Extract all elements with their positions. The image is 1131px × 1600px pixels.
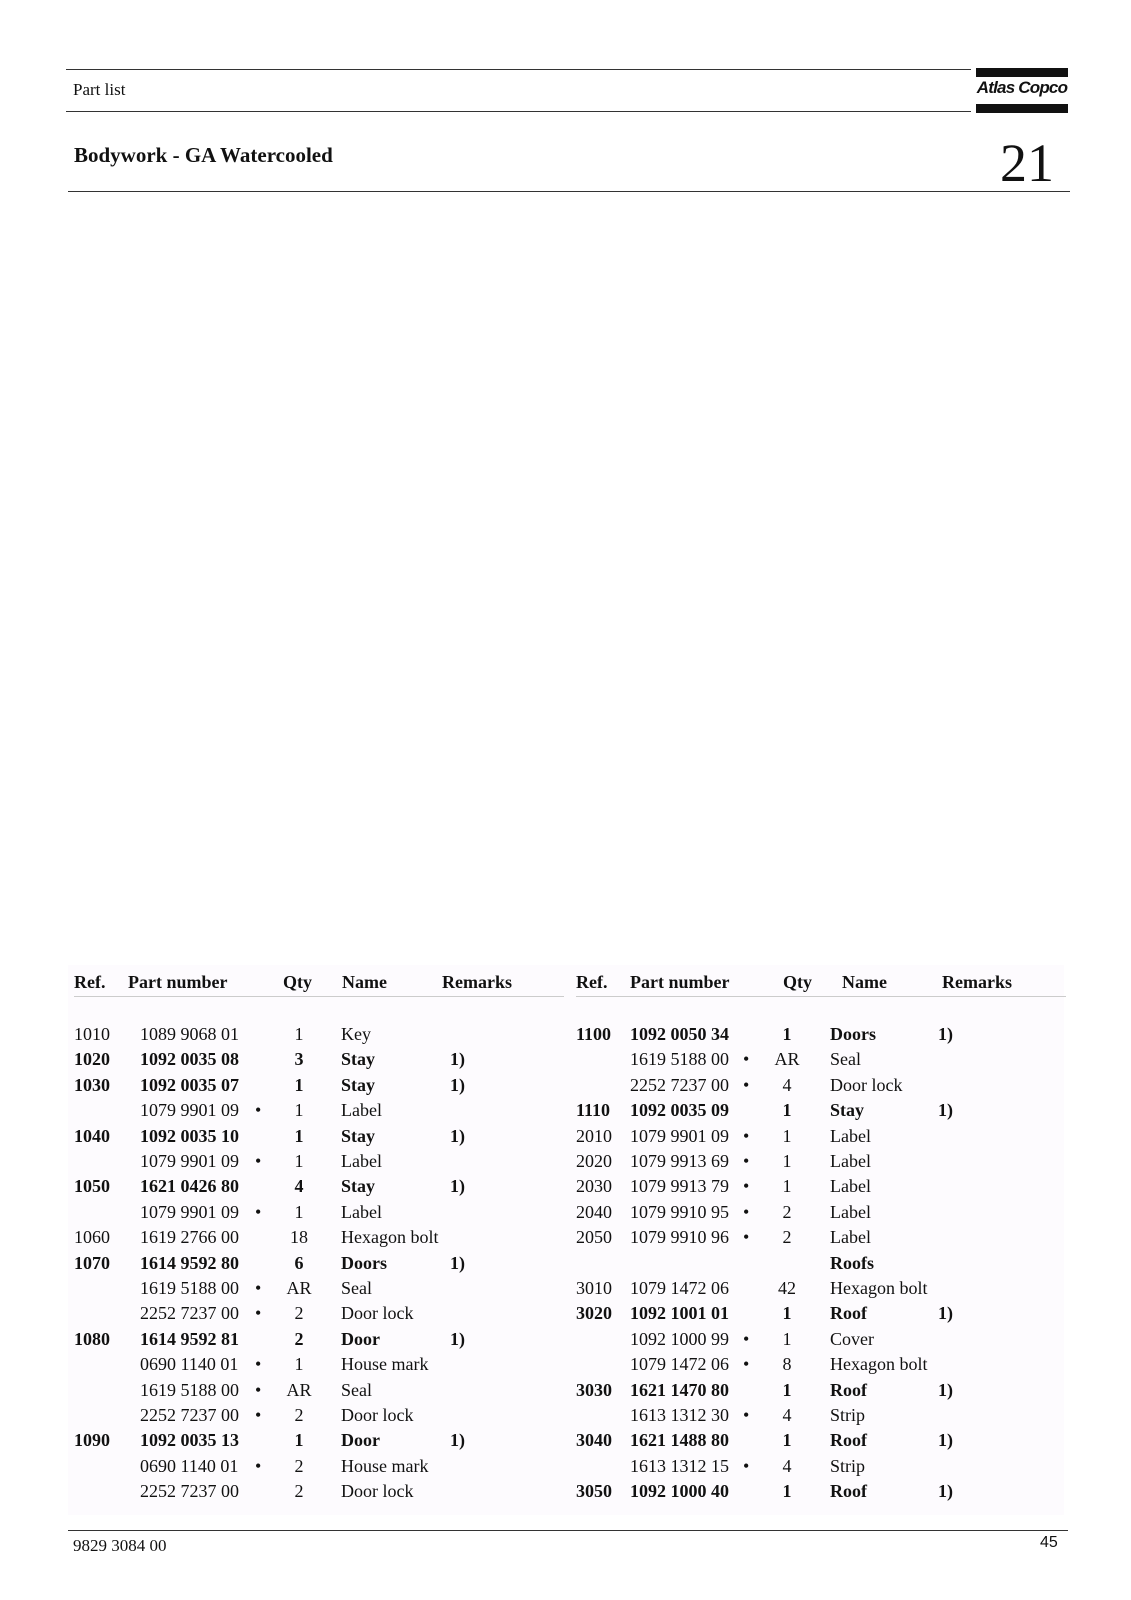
qty-cell: 4 [782, 1074, 792, 1095]
qty-cell: 1 [294, 1430, 304, 1451]
ref-cell: 3020 [576, 1303, 612, 1324]
table-row [74, 1329, 564, 1354]
table-row [576, 1151, 1066, 1176]
part-number-cell: 1079 9910 96 [630, 1227, 729, 1248]
qty-cell: 1 [782, 1430, 792, 1451]
qty-cell: 2 [782, 1227, 792, 1248]
name-cell: Stay [341, 1074, 376, 1095]
part-number-cell: 1079 9901 09 [140, 1100, 239, 1121]
ref-cell: 3050 [576, 1481, 612, 1502]
qty-cell: 1 [782, 1379, 792, 1400]
logo-text: Atlas Copco [976, 78, 1068, 97]
part-number-cell: 1621 1470 80 [630, 1379, 729, 1400]
bullet-cell: • [743, 1405, 750, 1425]
ref-cell: 2020 [576, 1151, 612, 1171]
table-row [576, 1303, 1066, 1328]
remarks-cell: 1) [450, 1049, 465, 1070]
qty-cell: 1 [294, 1100, 304, 1121]
qty-cell: AR [286, 1379, 312, 1400]
part-number-cell: 1614 9592 81 [140, 1328, 239, 1349]
header-name: Name [842, 972, 887, 992]
header-underline [576, 996, 1066, 997]
table-row [576, 1176, 1066, 1201]
ref-cell: 1010 [74, 1024, 110, 1044]
part-number-cell: 0690 1140 01 [140, 1455, 239, 1476]
ref-cell: 2010 [576, 1125, 612, 1146]
name-cell: Door [341, 1430, 380, 1451]
name-cell: Doors [341, 1252, 387, 1273]
part-number-cell: 1079 9913 79 [630, 1176, 729, 1197]
header-bottom-rule [66, 111, 971, 112]
ref-cell: 1080 [74, 1328, 110, 1349]
bullet-cell: • [743, 1049, 750, 1070]
qty-cell: 1 [294, 1024, 304, 1044]
name-cell: Roof [830, 1303, 867, 1324]
qty-cell: 6 [294, 1252, 304, 1273]
bullet-cell: • [743, 1201, 750, 1222]
header-underline [74, 996, 564, 997]
bullet-cell: • [743, 1125, 750, 1146]
bullet-cell: • [255, 1354, 262, 1375]
name-cell: Door [341, 1328, 380, 1349]
bullet-cell: • [743, 1227, 750, 1248]
part-number-cell: 1079 9901 09 [140, 1151, 239, 1171]
part-number-cell: 1079 1472 06 [630, 1354, 729, 1375]
part-number-cell: 1092 1000 40 [630, 1481, 729, 1502]
bullet-cell: • [255, 1405, 262, 1425]
name-cell: Label [830, 1151, 871, 1171]
part-number-cell: 1092 0035 13 [140, 1430, 239, 1451]
ref-cell: 3040 [576, 1430, 612, 1451]
name-cell: Label [830, 1125, 871, 1146]
name-cell: Door lock [830, 1074, 903, 1095]
ref-cell: 1110 [576, 1100, 611, 1121]
name-cell: Door lock [341, 1405, 414, 1425]
bullet-cell: • [255, 1201, 262, 1222]
qty-cell: 2 [294, 1481, 304, 1502]
part-number-cell: 1092 0035 08 [140, 1049, 239, 1070]
qty-cell: AR [774, 1049, 800, 1070]
table-row [74, 1126, 564, 1151]
qty-cell: 3 [294, 1049, 304, 1070]
qty-cell: 1 [782, 1100, 792, 1121]
part-number-cell: 1621 0426 80 [140, 1176, 239, 1197]
table-row [576, 1100, 1066, 1125]
part-number-cell: 0690 1140 01 [140, 1354, 239, 1375]
ref-cell: 1060 [74, 1227, 110, 1248]
qty-cell: 2 [782, 1201, 792, 1222]
qty-cell: 1 [294, 1201, 304, 1222]
name-cell: Roofs [830, 1252, 874, 1273]
part-number-cell: 1092 0035 07 [140, 1074, 239, 1095]
table-row [576, 1227, 1066, 1252]
part-number-cell: 1621 1488 80 [630, 1430, 729, 1451]
name-cell: Label [341, 1201, 382, 1222]
table-row [74, 1024, 564, 1049]
ref-cell: 1100 [576, 1024, 612, 1044]
qty-cell: 2 [294, 1303, 304, 1324]
header-ref: Ref. [74, 972, 106, 992]
ref-cell: 3010 [576, 1278, 612, 1298]
table-row [576, 1075, 1066, 1100]
qty-cell: 1 [782, 1328, 792, 1349]
name-cell: Key [341, 1024, 371, 1044]
part-number-cell: 1619 5188 00 [630, 1049, 729, 1070]
part-number-cell: 2252 7237 00 [140, 1405, 239, 1425]
name-cell: Roof [830, 1430, 867, 1451]
header-qty: Qty [783, 972, 812, 992]
name-cell: Roof [830, 1481, 867, 1502]
qty-cell: 1 [782, 1303, 792, 1324]
ref-cell: 1050 [74, 1176, 110, 1197]
bullet-cell: • [255, 1100, 262, 1121]
header-part-number: Part number [630, 972, 730, 992]
qty-cell: 1 [782, 1125, 792, 1146]
table-row [74, 1049, 564, 1074]
qty-cell: 4 [782, 1455, 792, 1476]
remarks-cell: 1) [938, 1303, 953, 1324]
section-title: Bodywork - GA Watercooled [74, 143, 333, 167]
table-row [576, 1278, 1066, 1303]
qty-cell: 1 [294, 1125, 304, 1146]
part-number-cell: 2252 7237 00 [140, 1481, 239, 1502]
qty-cell: 4 [782, 1405, 792, 1425]
qty-cell: 1 [294, 1354, 304, 1375]
bullet-cell: • [743, 1455, 750, 1476]
bullet-cell: • [743, 1354, 750, 1375]
part-number-cell: 1092 0035 09 [630, 1100, 729, 1121]
header-qty: Qty [283, 972, 312, 992]
name-cell: Strip [830, 1405, 866, 1425]
name-cell: Label [341, 1100, 382, 1121]
name-cell: Stay [830, 1100, 865, 1121]
qty-cell: 4 [294, 1176, 304, 1197]
bullet-cell: • [255, 1278, 262, 1298]
remarks-cell: 1) [450, 1176, 465, 1197]
name-cell: Roof [830, 1379, 867, 1400]
name-cell: Seal [341, 1278, 372, 1298]
ref-cell: 3030 [576, 1379, 612, 1400]
bullet-cell: • [255, 1455, 262, 1476]
bullet-cell: • [743, 1176, 750, 1197]
illustration-area [68, 200, 1068, 950]
part-number-cell: 1619 2766 00 [140, 1227, 239, 1248]
part-number-cell: 1092 0035 10 [140, 1125, 239, 1146]
section-number: 21 [1000, 133, 1054, 193]
qty-cell: AR [286, 1278, 312, 1298]
header-top-rule [66, 69, 971, 70]
table-row [74, 1227, 564, 1252]
bullet-cell: • [743, 1328, 750, 1349]
table-row [74, 1278, 564, 1303]
part-number-cell: 1619 5188 00 [140, 1278, 239, 1298]
document-number: 9829 3084 00 [73, 1536, 167, 1555]
part-number-cell: 1079 9913 69 [630, 1151, 729, 1171]
ref-cell: 1090 [74, 1430, 110, 1451]
table-row [74, 1253, 564, 1278]
qty-cell: 1 [782, 1151, 792, 1171]
ref-cell: 2030 [576, 1176, 612, 1197]
name-cell: Label [830, 1227, 871, 1248]
table-row [74, 1151, 564, 1176]
table-row [74, 1430, 564, 1455]
table-row [576, 1049, 1066, 1074]
remarks-cell: 1) [938, 1100, 953, 1121]
table-row [576, 1481, 1066, 1506]
ref-cell: 1070 [74, 1252, 110, 1273]
part-number-cell: 1613 1312 15 [630, 1455, 729, 1476]
qty-cell: 18 [290, 1227, 308, 1248]
table-row [74, 1202, 564, 1227]
name-cell: Label [341, 1151, 382, 1171]
table-row [576, 1024, 1066, 1049]
table-row [576, 1405, 1066, 1430]
remarks-cell: 1) [450, 1328, 465, 1349]
part-number-cell: 1089 9068 01 [140, 1024, 239, 1044]
qty-cell: 1 [294, 1074, 304, 1095]
table-row [74, 1100, 564, 1125]
qty-cell: 1 [782, 1481, 792, 1502]
part-number-cell: 1092 1000 99 [630, 1328, 729, 1349]
part-number-cell: 1619 5188 00 [140, 1379, 239, 1400]
header-remarks: Remarks [942, 972, 1012, 992]
qty-cell: 8 [782, 1354, 792, 1375]
bullet-cell: • [255, 1379, 262, 1400]
bullet-cell: • [743, 1151, 750, 1171]
name-cell: Stay [341, 1049, 376, 1070]
table-row [74, 1456, 564, 1481]
part-number-cell: 2252 7237 00 [630, 1074, 729, 1095]
part-number-cell: 1079 1472 06 [630, 1278, 729, 1298]
footer-rule [68, 1530, 1068, 1531]
remarks-cell: 1) [938, 1379, 953, 1400]
name-cell: Hexagon bolt [341, 1227, 439, 1248]
part-number-cell: 1079 9910 95 [630, 1201, 729, 1222]
name-cell: House mark [341, 1455, 429, 1476]
name-cell: Label [830, 1176, 871, 1197]
ref-cell: 1020 [74, 1049, 110, 1070]
bullet-cell: • [743, 1074, 750, 1095]
header-name: Name [342, 972, 387, 992]
name-cell: Seal [341, 1379, 372, 1400]
table-row [576, 1430, 1066, 1455]
qty-cell: 2 [294, 1405, 304, 1425]
remarks-cell: 1) [450, 1430, 465, 1451]
table-row [74, 1176, 564, 1201]
qty-cell: 2 [294, 1455, 304, 1476]
remarks-cell: 1) [938, 1430, 953, 1451]
qty-cell: 1 [294, 1151, 304, 1171]
qty-cell: 1 [782, 1024, 792, 1044]
page-number: 45 [1040, 1534, 1058, 1551]
name-cell: Door lock [341, 1303, 414, 1324]
table-row [74, 1405, 564, 1430]
part-number-cell: 2252 7237 00 [140, 1303, 239, 1324]
table-row [576, 1126, 1066, 1151]
qty-cell: 42 [778, 1278, 796, 1298]
name-cell: Door lock [341, 1481, 414, 1502]
name-cell: Doors [830, 1024, 876, 1044]
qty-cell: 1 [782, 1176, 792, 1197]
table-row [576, 1253, 1066, 1278]
table-row [74, 1354, 564, 1379]
remarks-cell: 1) [938, 1481, 953, 1502]
name-cell: Stay [341, 1176, 376, 1197]
atlas-copco-logo [976, 68, 1068, 112]
ref-cell: 1040 [74, 1125, 110, 1146]
table-row [74, 1481, 564, 1506]
qty-cell: 2 [294, 1328, 304, 1349]
remarks-cell: 1) [450, 1125, 465, 1146]
ref-cell: 1030 [74, 1074, 110, 1095]
ref-cell: 2040 [576, 1201, 612, 1222]
name-cell: Stay [341, 1125, 376, 1146]
header-part-number: Part number [128, 972, 228, 992]
name-cell: Label [830, 1201, 871, 1222]
name-cell: Seal [830, 1049, 861, 1070]
name-cell: Hexagon bolt [830, 1354, 928, 1375]
part-number-cell: 1079 9901 09 [140, 1201, 239, 1222]
part-number-cell: 1614 9592 80 [140, 1252, 239, 1273]
table-row [74, 1303, 564, 1328]
table-row [576, 1354, 1066, 1379]
header-ref: Ref. [576, 972, 608, 992]
name-cell: Hexagon bolt [830, 1278, 928, 1298]
name-cell: House mark [341, 1354, 429, 1375]
header-remarks: Remarks [442, 972, 512, 992]
table-row [576, 1380, 1066, 1405]
name-cell: Cover [830, 1328, 874, 1349]
bullet-cell: • [255, 1151, 262, 1171]
bullet-cell: • [255, 1303, 262, 1324]
table-row [576, 1456, 1066, 1481]
part-number-cell: 1613 1312 30 [630, 1405, 729, 1425]
remarks-cell: 1) [450, 1074, 465, 1095]
table-row [74, 1380, 564, 1405]
title-rule [68, 191, 1070, 192]
table-row [74, 1075, 564, 1100]
part-number-cell: 1092 1001 01 [630, 1303, 729, 1324]
ref-cell: 2050 [576, 1227, 612, 1248]
remarks-cell: 1) [938, 1024, 953, 1044]
part-number-cell: 1079 9901 09 [630, 1125, 729, 1146]
remarks-cell: 1) [450, 1252, 465, 1273]
name-cell: Strip [830, 1455, 866, 1476]
running-title: Part list [73, 80, 126, 99]
table-row [576, 1329, 1066, 1354]
table-row [576, 1202, 1066, 1227]
part-number-cell: 1092 0050 34 [630, 1024, 729, 1044]
